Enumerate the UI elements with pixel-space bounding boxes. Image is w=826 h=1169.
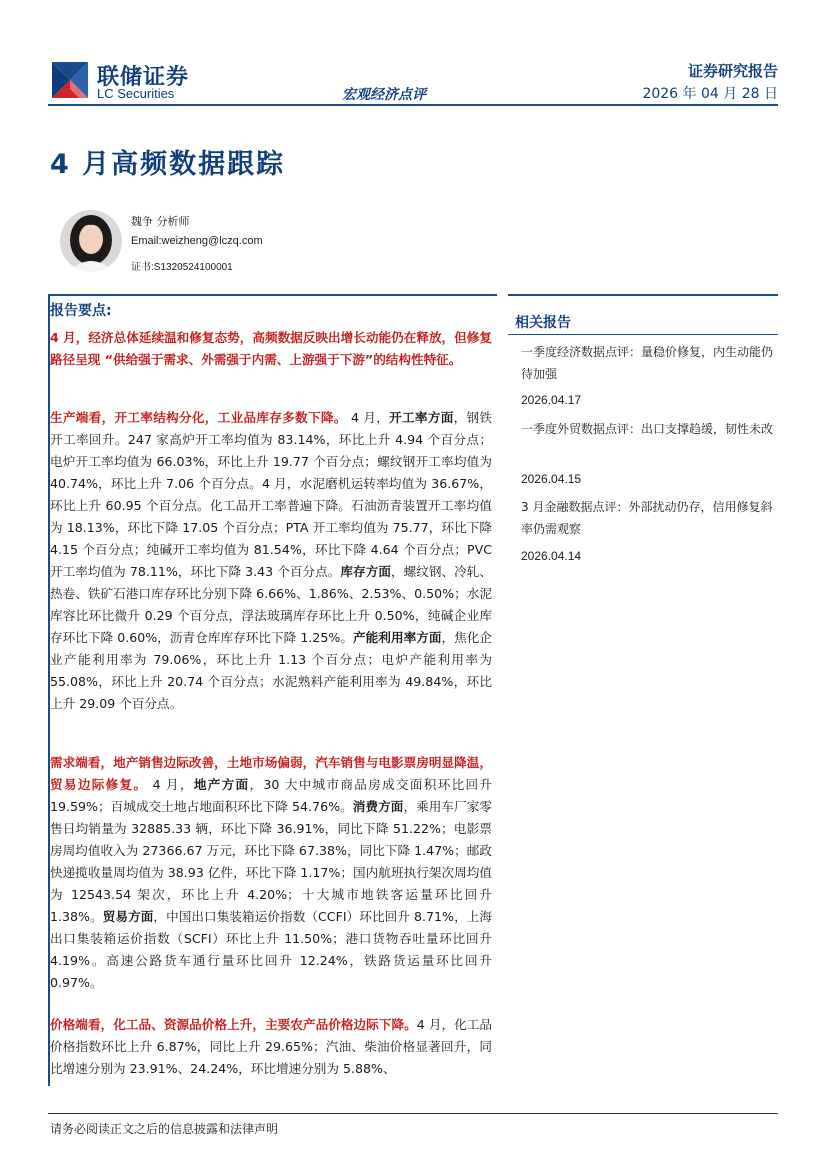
report-date: 2026 年 04 月 28 日 xyxy=(642,86,778,102)
related-report-item[interactable]: 一季度经济数据点评：量稳价修复，内生动能仍待加强 xyxy=(521,345,774,381)
demand-paragraph xyxy=(50,752,492,994)
analyst-avatar xyxy=(60,210,122,272)
production-text-2: ，钢铁开工率回升。247 家高炉开工率均值为 83.14%，环比上升 4.94 个百分点；电炉开工率均值为 66.03%，环比上升 19.77 个百分点；螺纹钢开工率均值为 40.74%，环比上升 7.06 个百分点。4 月，水泥磨机运转率均值为 36.67%，环比上升 60.95 个百分点。化工品开工率普遍下降。石油沥青装置开工率均值为 18.13%，环比下降 17.05 个百分点；PTA 开工率均值为 75.77，环比下降 4.15 个百分点；纯碱开工率均值为 81.54%，环比下降 4.64 个百分点；PVC 开工率均值为 78.11%，环比下降 3.43 个百分点。 xyxy=(50,410,493,579)
related-report-date: 2026.04.17 xyxy=(521,393,582,407)
operating-rate-label: 开工率方面 xyxy=(389,410,454,425)
footer-divider xyxy=(48,1113,778,1114)
demand-text-2: ，30 大中城市商品房成交面积环比回升 19.59%；百城成交土地占地面积环比下降 54.76%。 xyxy=(50,777,493,814)
legal-disclaimer-note: 请务必阅读正文之后的信息披露和法律声明 xyxy=(50,1122,279,1136)
related-reports-heading: 相关报告 xyxy=(515,315,571,331)
demand-lead: 需求端看，地产销售边际改善，土地市场偏弱，汽车销售与电影票房明显降温，贸易边际修复。 xyxy=(50,755,492,792)
demand-text-3: ，乘用车厂家零售日均销量为 32885.33 辆，环比下降 36.91%，同比下降 51.22%；电影票房周均值收入为 27366.67 万元，环比下降 67.38%，同比下降 1.47%；邮政快递揽收量周均值为 38.93 亿件，环比下降 1.17%；国内航班执行架次周均值为 12543.54 架次，环比上升 4.20%；十大城市地铁客运量环比回升 1.38%。 xyxy=(50,799,493,924)
report-type: 证券研究报告 xyxy=(687,62,778,80)
production-text-3: ，螺纹钢、冷轧、热卷、铁矿石港口库存环比分别下降 6.66%、1.86%、2.53%、0.50%；水泥库容比环比微升 0.29 个百分点，浮法玻璃库存环比上升 0.50%，纯碱企业库存环比下降 0.60%，沥青仓库库存环比下降 1.25%。 xyxy=(50,564,493,645)
demand-text-4: ，中国出口集装箱运价指数（CCFI）环比回升 8.71%，上海出口集装箱运价指数（SCFI）环比上升 11.50%；港口货物吞吐量环比回升 4.19%。高速公路货车通行量环比回升 12.24%，铁路货运量环比回升 0.97%。 xyxy=(50,909,493,990)
capacity-utilization-label: 产能利用率方面 xyxy=(353,630,442,645)
analyst-certificate: 证书:S1320524100001 xyxy=(131,262,233,273)
real-estate-label: 地产方面 xyxy=(193,777,250,792)
summary-paragraph xyxy=(50,327,492,371)
summary-text: 4 月，经济总体延续温和修复态势，高频数据反映出增长动能仍在释放，但修复路径呈现 “供给强于需求、外需强于内需、上游强于下游”的结构性特征。 xyxy=(50,330,492,367)
company-name-en: LC Securities xyxy=(97,86,175,101)
company-logo-icon xyxy=(50,60,90,100)
inventory-label: 库存方面 xyxy=(340,564,391,579)
related-report-item[interactable]: 3 月金融数据点评：外部扰动仍存，信用修复斜率仍需观察 xyxy=(521,500,773,536)
page-title: 4 月高频数据跟踪 xyxy=(50,149,286,180)
price-lead: 价格端看，化工品、资源品价格上升，主要农产品价格边际下降。 xyxy=(50,1017,417,1032)
price-text-1: 4 月，化工品价格指数环比上升 6.87%，同比上升 29.65%；汽油、柴油价格显著回升，同比增速分别为 23.91%、24.24%，环比增速分别为 5.88%、 xyxy=(50,1017,492,1076)
production-lead: 生产端看，开工率结构分化，工业品库存多数下降。 xyxy=(50,410,347,425)
summary-heading: 报告要点: xyxy=(50,303,112,319)
demand-text-1: 4 月， xyxy=(147,777,194,792)
production-paragraph xyxy=(50,407,492,715)
report-category: 宏观经济点评 xyxy=(342,87,426,103)
production-text-4: ，焦化企业产能利用率为 79.06%，环比上升 1.13 个百分点；电炉产能利用率为 55.08%，环比上升 20.74 个百分点；水泥熟料产能利用率为 49.84%，环比上升 29.09 个百分点。 xyxy=(50,630,493,711)
analyst-email[interactable]: Email:weizheng@lczq.com xyxy=(131,235,263,247)
sidebar-top-rule xyxy=(508,294,778,296)
analyst-name: 魏争 分析师 xyxy=(131,215,190,228)
related-report-date: 2026.04.14 xyxy=(521,549,582,563)
sidebar-heading-rule xyxy=(508,334,778,335)
company-name-cn: 联储证券 xyxy=(97,65,190,90)
header-divider xyxy=(48,104,778,106)
related-report-date: 2026.04.15 xyxy=(521,472,582,486)
production-text-1: 4 月， xyxy=(346,410,390,425)
trade-label: 贸易方面 xyxy=(102,909,154,924)
consumption-label: 消费方面 xyxy=(352,799,404,814)
related-report-item[interactable]: 一季度外贸数据点评：出口支撑趋缓，韧性未改 xyxy=(521,422,774,436)
date-day: 28 xyxy=(741,86,760,102)
date-month: 04 xyxy=(700,86,719,102)
date-year: 2026 xyxy=(642,86,679,102)
price-paragraph xyxy=(50,1014,492,1080)
